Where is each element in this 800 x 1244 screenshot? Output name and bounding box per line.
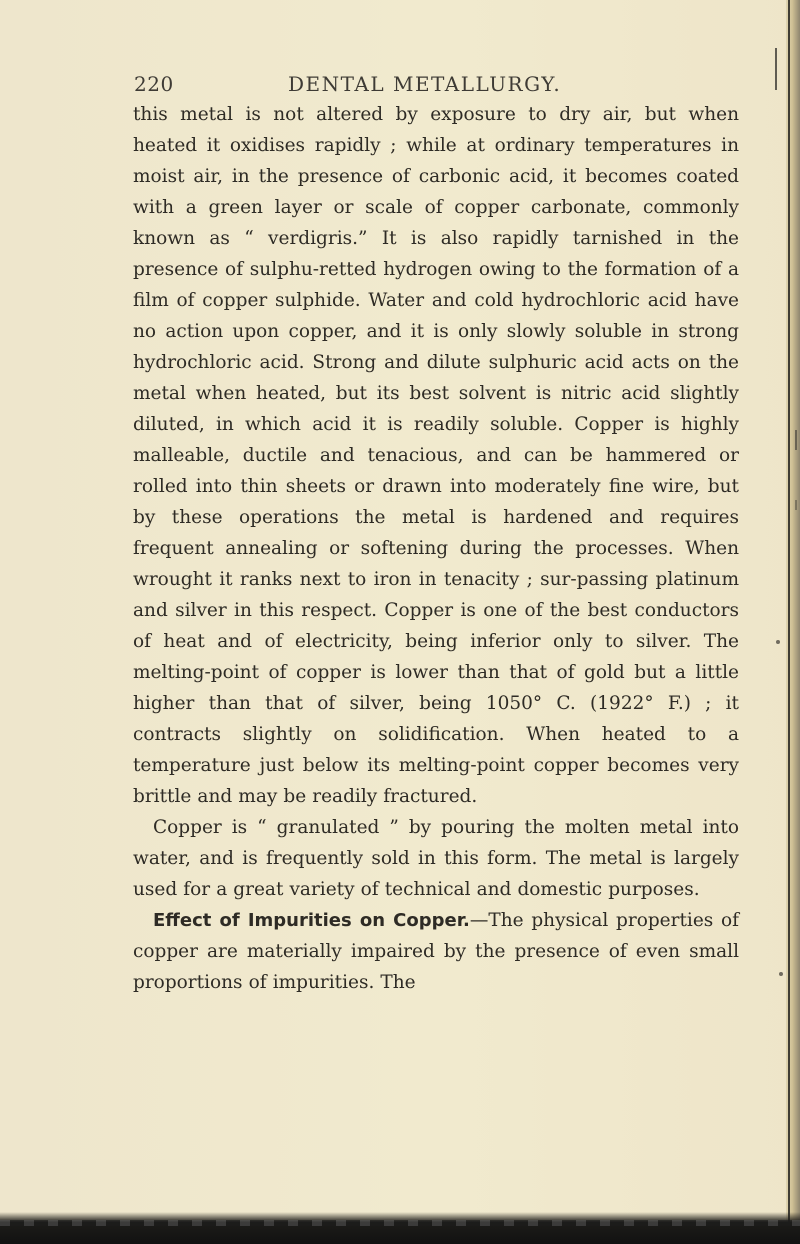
page-number: 220 xyxy=(134,72,174,96)
page-header xyxy=(134,70,674,98)
running-title: DENTAL METALLURGY. xyxy=(288,72,562,96)
paragraph-3-text: —The physical properties of copper are materially impaired by the presence of even small proportions of impurities. The xyxy=(133,910,740,993)
paragraph-3 xyxy=(133,905,739,998)
edge-dot xyxy=(779,972,783,976)
bottom-shadow-band xyxy=(0,1212,800,1244)
page-edge-line xyxy=(788,0,790,1244)
edge-mark xyxy=(775,48,777,90)
edge-dot xyxy=(776,640,780,644)
section-heading: Effect of Impurities on Copper. xyxy=(153,910,470,931)
edge-mark xyxy=(795,430,797,450)
edge-mark xyxy=(795,500,797,510)
body-text xyxy=(133,99,739,998)
paragraph-2: Copper is “ granulated ” by pouring the molten metal into water, and is frequently sold in this form. The metal is largely used for a great variety of technical and domestic purposes. xyxy=(133,817,739,900)
paragraph-1: this metal is not altered by exposure to dry air, but when heated it oxidises rapidly ; while at ordinary temperatures in moist air, in the presence of carbonic acid, it becomes coated with a green layer or scale of copper carbonate, commonly known as “ verdigris.” It is also rapidly tarnished in the presence of sulphu-retted hydrogen owing to the formation of a film of copper sulphide. Water and cold hydrochloric acid have no action upon copper, and it is only slowly soluble in strong hydrochloric acid. Strong and dilute sulphuric acid acts on the metal when heated, but its best solvent is nitric acid slightly diluted, in which acid it is readily soluble. Copper is highly malleable, ductile and tenacious, and can be hammered or rolled into thin sheets or drawn into moderately fine wire, but by these operations the metal is hardened and requires frequent annealing or softening during the processes. When wrought it ranks next to iron in tenacity ; sur-passing platinum and silver in this respect. Copper is one of the best conductors of heat and of electricity, being inferior only to silver. The melting-point of copper is lower than that of gold but a little higher than that of silver, being 1050° C. (1922° F.) ; it contracts slightly on solidification. When heated to a temperature just below its melting-point copper becomes very brittle and may be readily fractured. xyxy=(133,104,739,807)
